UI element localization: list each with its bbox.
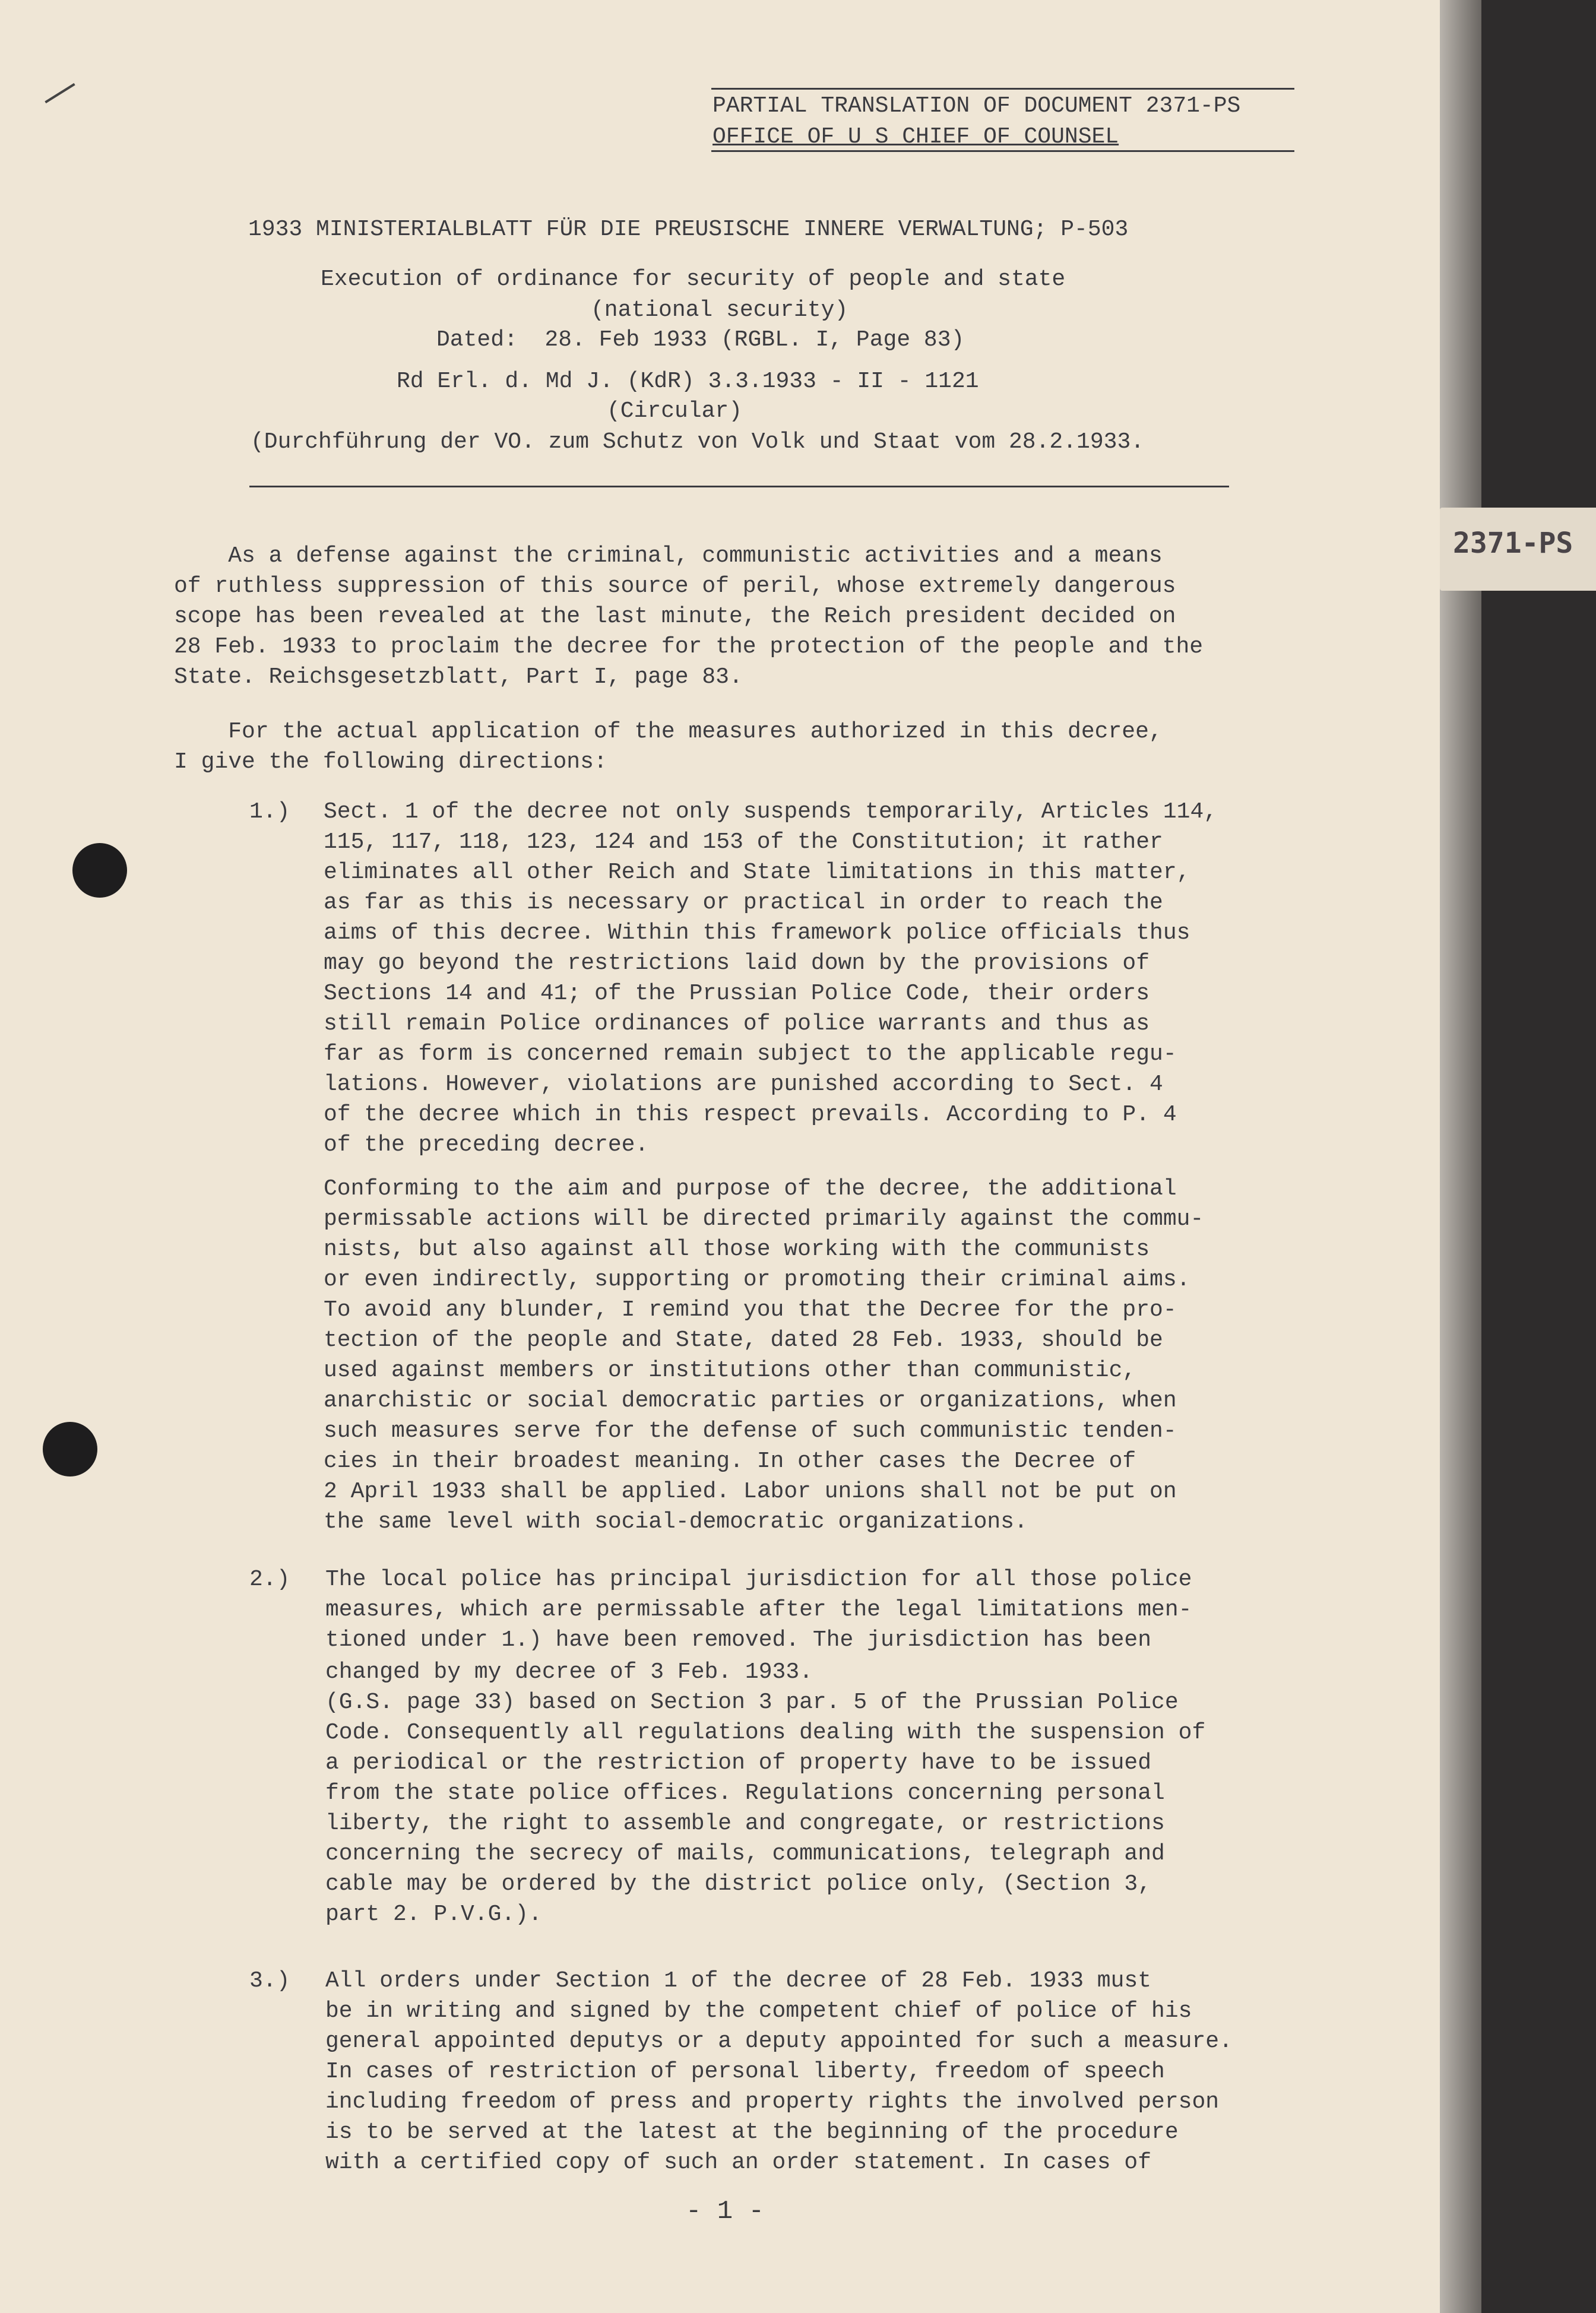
- item-line: the same level with social-democratic organizations.: [324, 1509, 1028, 1535]
- header-rule-bottom: [711, 150, 1294, 152]
- body-line: 28 Feb. 1933 to proclaim the decree for the protection of the people and the: [174, 634, 1204, 660]
- section-divider: [249, 486, 1229, 487]
- item-line: tection of the people and State, dated 28 Feb. 1933, should be: [324, 1327, 1163, 1353]
- item-line: general appointed deputys or a deputy appointed for such a measure.: [325, 2029, 1233, 2054]
- header-line-1: PARTIAL TRANSLATION OF DOCUMENT 2371-PS: [712, 93, 1241, 119]
- item-line: is to be served at the latest at the beginning of the procedure: [325, 2119, 1179, 2145]
- body-line: I give the following directions:: [174, 749, 607, 775]
- item-line: anarchistic or social democratic parties or organizations, when: [324, 1388, 1177, 1414]
- item-line: To avoid any blunder, I remind you that the Decree for the pro-: [324, 1297, 1177, 1323]
- body-line: As a defense against the criminal, communistic activities and a means: [174, 543, 1163, 569]
- item-line: cable may be ordered by the district police only, (Section 3,: [325, 1871, 1152, 1897]
- source-title: 1933 MINISTERIALBLATT FÜR DIE PREUSISCHE INNERE VERWALTUNG; P-503: [248, 217, 1129, 242]
- item-line: changed by my decree of 3 Feb. 1933.: [325, 1659, 813, 1685]
- item-line: cies in their broadest meaning. In other cases the Decree of: [324, 1449, 1136, 1474]
- punch-hole-bottom: [43, 1422, 97, 1476]
- source-dated: Dated: 28. Feb 1933 (RGBL. I, Page 83): [436, 327, 965, 353]
- item-line: 115, 117, 118, 123, 124 and 153 of the Constitution; it rather: [324, 829, 1163, 855]
- body-line: of ruthless suppression of this source of peril, whose extremely dangerous: [174, 574, 1176, 599]
- item-line: nists, but also against all those working with the communists: [324, 1237, 1150, 1262]
- item-line: may go beyond the restrictions laid down by the provisions of: [324, 950, 1150, 976]
- item-line: still remain Police ordinances of police warrants and thus as: [324, 1011, 1150, 1037]
- item-line: as far as this is necessary or practical in order to reach the: [324, 890, 1163, 915]
- source-line: (Circular): [607, 398, 743, 424]
- item-line: All orders under Section 1 of the decree of 28 Feb. 1933 must: [325, 1968, 1152, 1994]
- item-line: of the decree which in this respect prevails. According to P. 4: [324, 1102, 1177, 1127]
- item-line: tioned under 1.) have been removed. The jurisdiction has been: [325, 1627, 1152, 1653]
- item-line: The local police has principal jurisdiction for all those police: [325, 1567, 1192, 1592]
- item-line: be in writing and signed by the competent chief of police of his: [325, 1998, 1192, 2024]
- body-line: State. Reichsgesetzblatt, Part I, page 83.: [174, 664, 743, 690]
- body-line: scope has been revealed at the last minute, the Reich president decided on: [174, 604, 1176, 629]
- item-line: liberty, the right to assemble and congregate, or restrictions: [325, 1811, 1165, 1836]
- header-line-2: OFFICE OF U S CHIEF OF COUNSEL: [712, 124, 1119, 150]
- item-line: 2 April 1933 shall be applied. Labor unions shall not be put on: [324, 1479, 1177, 1504]
- item-line: from the state police offices. Regulations concerning personal: [325, 1780, 1165, 1806]
- item-line: part 2. P.V.G.).: [325, 1902, 542, 1927]
- header-rule-top: [711, 88, 1294, 90]
- punch-hole-top: [72, 843, 127, 898]
- item-number: 2.): [249, 1567, 290, 1592]
- source-line: (national security): [591, 297, 848, 323]
- item-line: lations. However, violations are punished according to Sect. 4: [324, 1072, 1163, 1097]
- item-line: with a certified copy of such an order statement. In cases of: [325, 2150, 1152, 2175]
- page-edge-shadow: [1440, 0, 1481, 2313]
- item-line: far as form is concerned remain subject to the applicable regu-: [324, 1041, 1177, 1067]
- item-line: such measures serve for the defense of such communistic tenden-: [324, 1418, 1177, 1444]
- item-number: 3.): [249, 1968, 290, 1994]
- item-line: measures, which are permissable after the legal limitations men-: [325, 1597, 1192, 1623]
- item-line: Conforming to the aim and purpose of the decree, the additional: [324, 1176, 1177, 1202]
- item-line: eliminates all other Reich and State limitations in this matter,: [324, 860, 1190, 885]
- item-line: a periodical or the restriction of property have to be issued: [325, 1750, 1152, 1776]
- body-line: For the actual application of the measures authorized in this decree,: [174, 719, 1163, 744]
- source-line: Execution of ordinance for security of people and state: [321, 267, 1066, 292]
- item-line: Sect. 1 of the decree not only suspends temporarily, Articles 114,: [324, 799, 1218, 825]
- item-line: In cases of restriction of personal liberty, freedom of speech: [325, 2059, 1165, 2084]
- item-line: used against members or institutions other than communistic,: [324, 1358, 1136, 1383]
- item-line: Sections 14 and 41; of the Prussian Police Code, their orders: [324, 981, 1150, 1006]
- source-german-title: (Durchführung der VO. zum Schutz von Volk und Staat vom 28.2.1933.: [251, 429, 1145, 455]
- exhibit-tab: [1440, 508, 1596, 591]
- source-circular-ref: Rd Erl. d. Md J. (KdR) 3.3.1933 - II - 1121: [397, 369, 979, 394]
- item-line: concerning the secrecy of mails, communications, telegraph and: [325, 1841, 1165, 1867]
- item-line: (G.S. page 33) based on Section 3 par. 5 of the Prussian Police: [325, 1690, 1179, 1715]
- item-line: aims of this decree. Within this framework police officials thus: [324, 920, 1190, 946]
- page-number: - 1 -: [686, 2197, 765, 2226]
- item-line: or even indirectly, supporting or promoting their criminal aims.: [324, 1267, 1190, 1292]
- item-line: Code. Consequently all regulations dealing with the suspension of: [325, 1720, 1206, 1745]
- exhibit-tab-label: 2371-PS: [1453, 527, 1573, 560]
- item-line: of the preceding decree.: [324, 1132, 649, 1158]
- item-line: including freedom of press and property rights the involved person: [325, 2089, 1220, 2115]
- item-line: permissable actions will be directed primarily against the commu-: [324, 1206, 1204, 1232]
- item-number: 1.): [249, 799, 290, 825]
